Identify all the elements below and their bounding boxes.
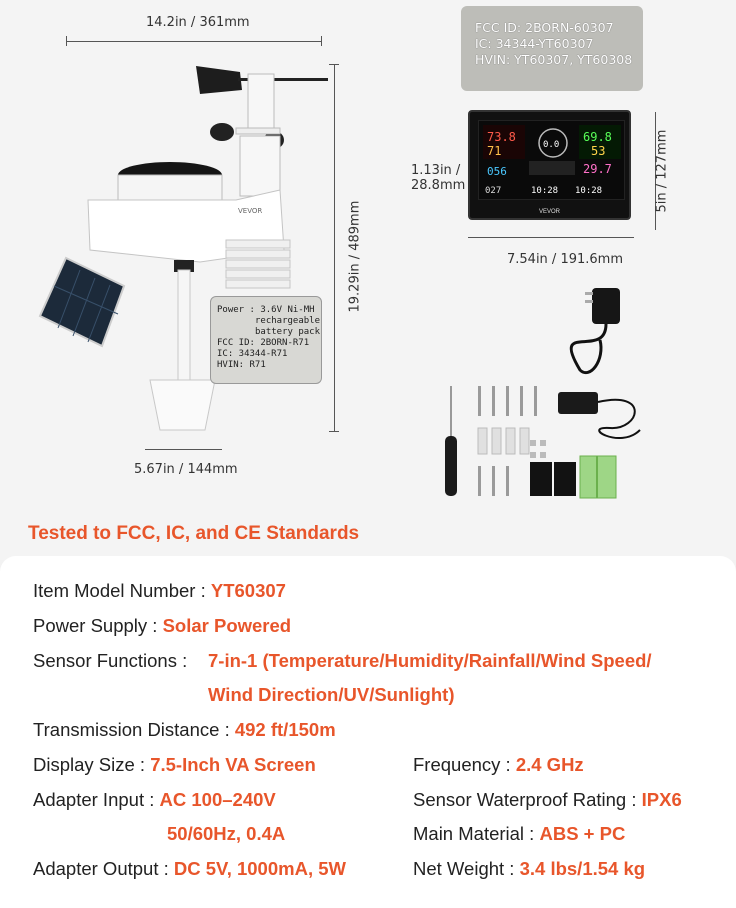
console-width-line: [468, 237, 634, 238]
spec-adapter-input: Adapter Input : AC 100–240V: [33, 789, 276, 810]
height-dimension-line: [334, 64, 335, 432]
fcc-id-text: FCC ID: 2BORN-60307: [475, 20, 614, 35]
svg-text:53: 53: [591, 144, 606, 158]
console-brand: VEVOR: [538, 209, 560, 215]
console-depth-label-a: 1.13in /: [411, 163, 461, 178]
console-width-label: 7.54in / 191.6mm: [507, 252, 623, 267]
console-screen: [478, 120, 625, 200]
accessories-image: [430, 280, 690, 510]
spec-display: Display Size : 7.5-Inch VA Screen: [33, 754, 316, 775]
waterproof-value: IPX6: [641, 789, 682, 810]
spec-adapter-output: Adapter Output : DC 5V, 1000mA, 5W: [33, 858, 346, 879]
transmission-value: 492 ft/150m: [234, 719, 336, 740]
spec-power: Power Supply : Solar Powered: [33, 615, 292, 636]
ic-text: IC: 34344-YT60307: [475, 36, 594, 51]
console-depth-label-b: 28.8mm: [411, 178, 466, 193]
battery-fcc-text: FCC ID: 2BORN-R71: [217, 338, 310, 348]
svg-text:0.0: 0.0: [543, 140, 560, 150]
station-width-label: 14.2in / 361mm: [146, 15, 250, 30]
spec-waterproof: Sensor Waterproof Rating : IPX6: [413, 789, 682, 810]
specifications-panel: [0, 556, 736, 908]
svg-text:69.8: 69.8: [583, 130, 612, 144]
svg-text:29.7: 29.7: [583, 162, 612, 176]
power-value: Solar Powered: [162, 615, 292, 636]
console-height-label: 5in / 127mm: [654, 129, 670, 213]
weight-value: 3.4 lbs/1.54 kg: [519, 858, 646, 879]
svg-text:71: 71: [487, 144, 502, 158]
station-height-label: 19.29in / 489mm: [347, 200, 363, 313]
model-value: YT60307: [210, 580, 286, 601]
spec-material: Main Material : ABS + PC: [413, 823, 626, 844]
battery-power-text: Power : 3.6V Ni-MH: [217, 305, 315, 315]
frequency-value: 2.4 GHz: [515, 754, 584, 775]
svg-text:027: 027: [485, 186, 502, 196]
battery-label-card: [210, 296, 322, 384]
mount-width-label: 5.67in / 144mm: [134, 462, 238, 477]
weather-station-sensor-image: [0, 50, 330, 490]
adapter-output-value: DC 5V, 1000mA, 5W: [173, 858, 346, 879]
spec-frequency: Frequency : 2.4 GHz: [413, 754, 584, 775]
display-console-image: [468, 110, 631, 220]
fcc-label-card: [461, 6, 643, 91]
width-dimension-line: [66, 41, 322, 42]
hvin-text: HVIN: YT60307, YT60308: [475, 52, 633, 67]
svg-text:10:28: 10:28: [575, 186, 603, 196]
adapter-input-value1: AC 100–240V: [159, 789, 276, 810]
spec-model: Item Model Number : YT60307: [33, 580, 286, 601]
headline: Tested to FCC, IC, and CE Standards: [28, 523, 360, 544]
adapter-input-line2: 50/60Hz, 0.4A: [167, 823, 286, 844]
spec-sensor: Sensor Functions :: [33, 650, 188, 671]
battery-rechargeable-text: rechargeable: [255, 316, 321, 326]
display-value: 7.5-Inch VA Screen: [150, 754, 316, 775]
battery-ic-text: IC: 34344-R71: [217, 349, 288, 359]
sensor-value-line1: 7-in-1 (Temperature/Humidity/Rainfall/Wind Speed/: [208, 650, 652, 671]
svg-text:73.8: 73.8: [487, 130, 516, 144]
battery-hvin-text: HVIN: R71: [217, 360, 266, 370]
svg-text:10:28: 10:28: [531, 186, 559, 196]
spec-transmission: Transmission Distance : 492 ft/150m: [33, 719, 336, 740]
battery-pack-text: battery pack: [255, 327, 321, 337]
material-value: ABS + PC: [539, 823, 626, 844]
svg-text:056: 056: [487, 165, 507, 178]
spec-weight: Net Weight : 3.4 lbs/1.54 kg: [413, 858, 646, 879]
sensor-value-line2: Wind Direction/UV/Sunlight): [208, 684, 455, 705]
station-brand: VEVOR: [238, 207, 263, 215]
